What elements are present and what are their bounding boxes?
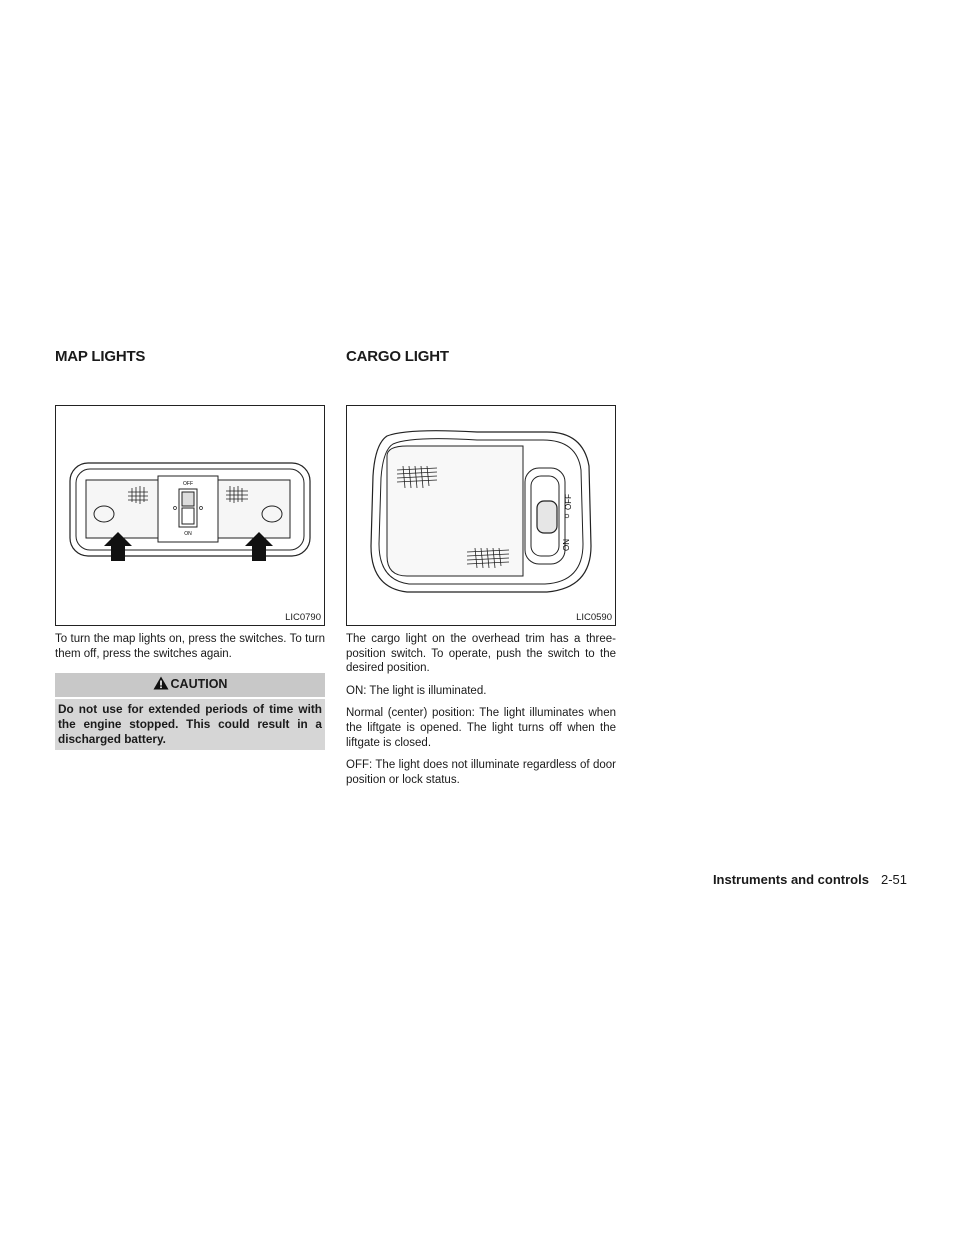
- cargo-paragraph-3: Normal (center) position: The light illuminates when the liftgate is opened. The light turns off when the liftgate is closed.: [346, 707, 616, 749]
- caution-box: [55, 673, 325, 750]
- map-switch-off-label: OFF: [183, 481, 193, 487]
- caution-header: [55, 673, 325, 699]
- caution-title: CAUTION: [170, 677, 228, 692]
- warning-triangle-icon: [153, 676, 169, 693]
- page-number: 2-51: [880, 872, 907, 887]
- page-footer: [713, 872, 907, 887]
- cargo-light-figure-code: LIC0590: [576, 612, 612, 623]
- cargo-light-section: [346, 348, 616, 795]
- map-lights-paragraph: To turn the map lights on, press the switches. To turn them off, press the switches again.: [55, 633, 325, 660]
- cargo-switch-on-label: ON: [562, 539, 571, 551]
- cargo-paragraph-4: OFF: The light does not illuminate regardless of door position or lock status.: [346, 759, 616, 786]
- cargo-light-figure: [346, 405, 616, 626]
- map-lights-section: [55, 348, 325, 750]
- caution-body: Do not use for extended periods of time with the engine stopped. This could result in a discharged battery.: [55, 699, 325, 750]
- map-lights-heading: MAP LIGHTS: [55, 348, 146, 365]
- cargo-paragraph-2: ON: The light is illuminated.: [346, 684, 487, 697]
- map-lights-figure: [55, 405, 325, 626]
- cargo-switch-off-label: OFF: [564, 494, 573, 510]
- cargo-light-heading: CARGO LIGHT: [346, 348, 449, 365]
- cargo-light-illustration: [347, 406, 615, 625]
- cargo-paragraph-1: The cargo light on the overhead trim has a three-position switch. To operate, push the switch to the desired position.: [346, 633, 616, 675]
- map-lights-illustration: [56, 406, 324, 625]
- map-switch-on-label: ON: [184, 531, 192, 537]
- footer-section-title: Instruments and controls: [712, 872, 869, 887]
- map-lights-figure-code: LIC0790: [285, 612, 321, 623]
